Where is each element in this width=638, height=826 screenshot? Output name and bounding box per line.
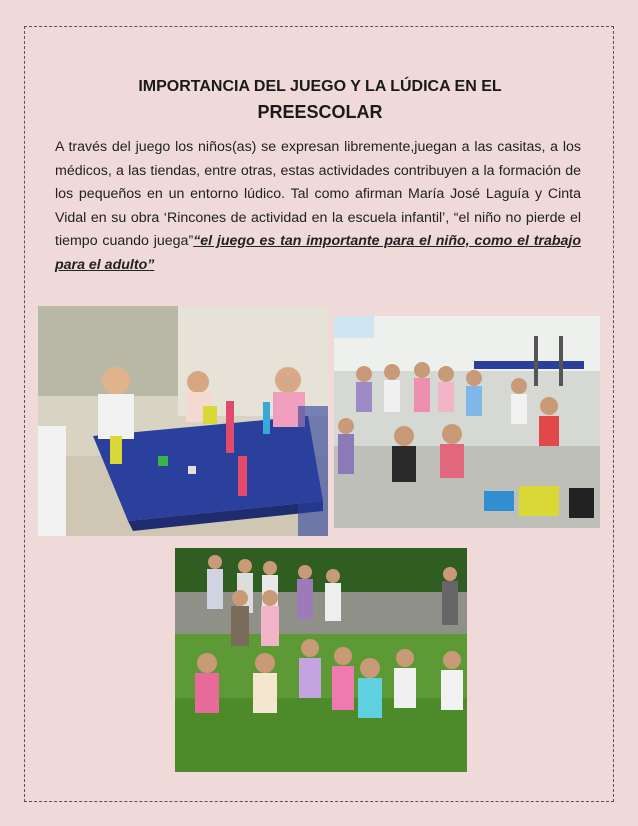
body-paragraph [55,136,581,277]
quote-text: “el juego es tan importante para el niño, como el trabajo para el adulto” [55,233,582,273]
title-line-1: IMPORTANCIA DEL JUEGO Y LA LÚDICA EN EL [138,78,502,95]
paragraph-text: A través del juego los niños(as) se expresan libremente,juegan a las casitas, a los médicos, a las tiendas, entre otras, estas actividades contribuyen a la formación de los pequeños en un entorno lúdico. Tal como afirman María José Laguía y Cinta Vidal en su obra ‘Rincones de actividad en la escuela infantil’, “el niño no pierde el tiempo cuando juega” [55,139,581,249]
title-line-2: PREESCOLAR [257,102,383,122]
page-title [60,76,580,124]
children-sitting-floor-photo [334,316,600,528]
children-playing-blocks-photo [38,306,328,536]
children-outdoor-grass-photo [175,548,467,772]
